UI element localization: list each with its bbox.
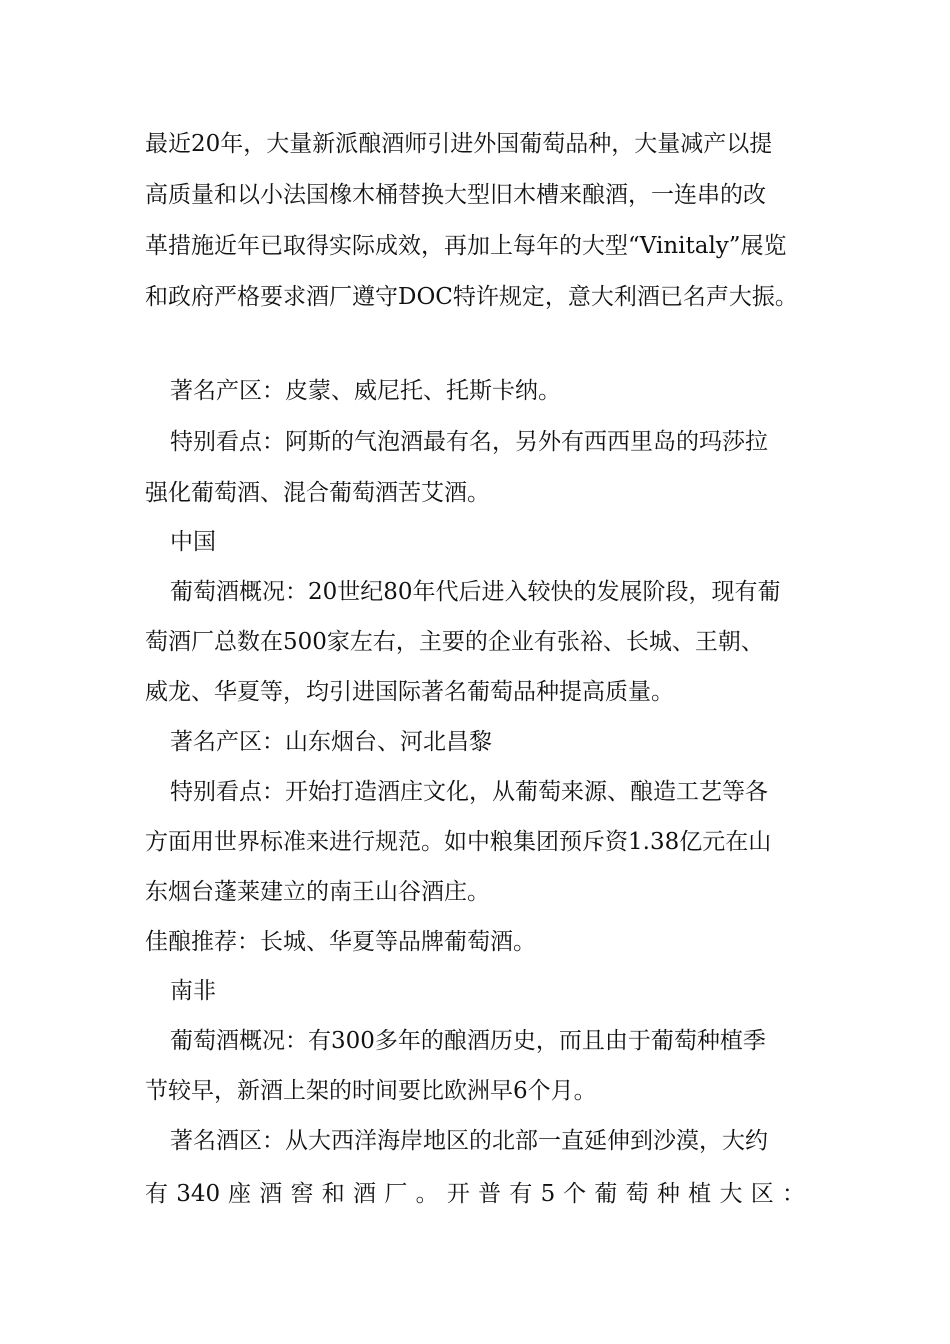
text-line: 和政府严格要求酒厂遵守DOC特许规定，意大利酒已名声大振。 xyxy=(145,284,798,310)
text-line: 威龙、华夏等，均引进国际著名葡萄品种提高质量。 xyxy=(145,679,674,705)
text-line: 有 340 座 酒 窖 和 酒 厂 。 开 普 有 5 个 葡 萄 种 植 大 区 ： xyxy=(145,1181,805,1207)
text-line: 特别看点：开始打造酒庄文化，从葡萄来源、酿造工艺等各 xyxy=(170,779,768,805)
text-line: 著名产区：山东烟台、河北昌黎 xyxy=(170,729,492,755)
text-line: 高质量和以小法国橡木桶替换大型旧木槽来酿酒，一连串的改 xyxy=(145,182,766,208)
text-line: 方面用世界标准来进行规范。如中粮集团预斥资1.38亿元在山 xyxy=(145,829,772,855)
text-line: 最近20年，大量新派酿酒师引进外国葡萄品种，大量减产以提 xyxy=(145,131,773,157)
text-line: 东烟台蓬莱建立的南王山谷酒庄。 xyxy=(145,879,490,905)
text-line: 佳酿推荐：长城、华夏等品牌葡萄酒。 xyxy=(145,929,536,955)
text-line: 萄酒厂总数在500家左右，主要的企业有张裕、长城、王朝、 xyxy=(145,629,764,655)
text-line: 特别看点：阿斯的气泡酒最有名，另外有西西里岛的玛莎拉 xyxy=(170,429,768,455)
text-line: 著名酒区：从大西洋海岸地区的北部一直延伸到沙漠，大约 xyxy=(170,1128,768,1154)
section-heading: 中国 xyxy=(170,529,216,555)
text-line: 葡萄酒概况：20世纪80年代后进入较快的发展阶段，现有葡 xyxy=(170,579,781,605)
section-heading: 南非 xyxy=(170,978,216,1004)
text-line: 强化葡萄酒、混合葡萄酒苦艾酒。 xyxy=(145,480,490,506)
text-line: 节较早，新酒上架的时间要比欧洲早6个月。 xyxy=(145,1078,597,1104)
text-line: 革措施近年已取得实际成效，再加上每年的大型“Vinitaly”展览 xyxy=(145,233,787,259)
text-line: 著名产区：皮蒙、威尼托、托斯卡纳。 xyxy=(170,378,561,404)
text-line: 葡萄酒概况：有300多年的酿酒历史，而且由于葡萄种植季 xyxy=(170,1028,766,1054)
